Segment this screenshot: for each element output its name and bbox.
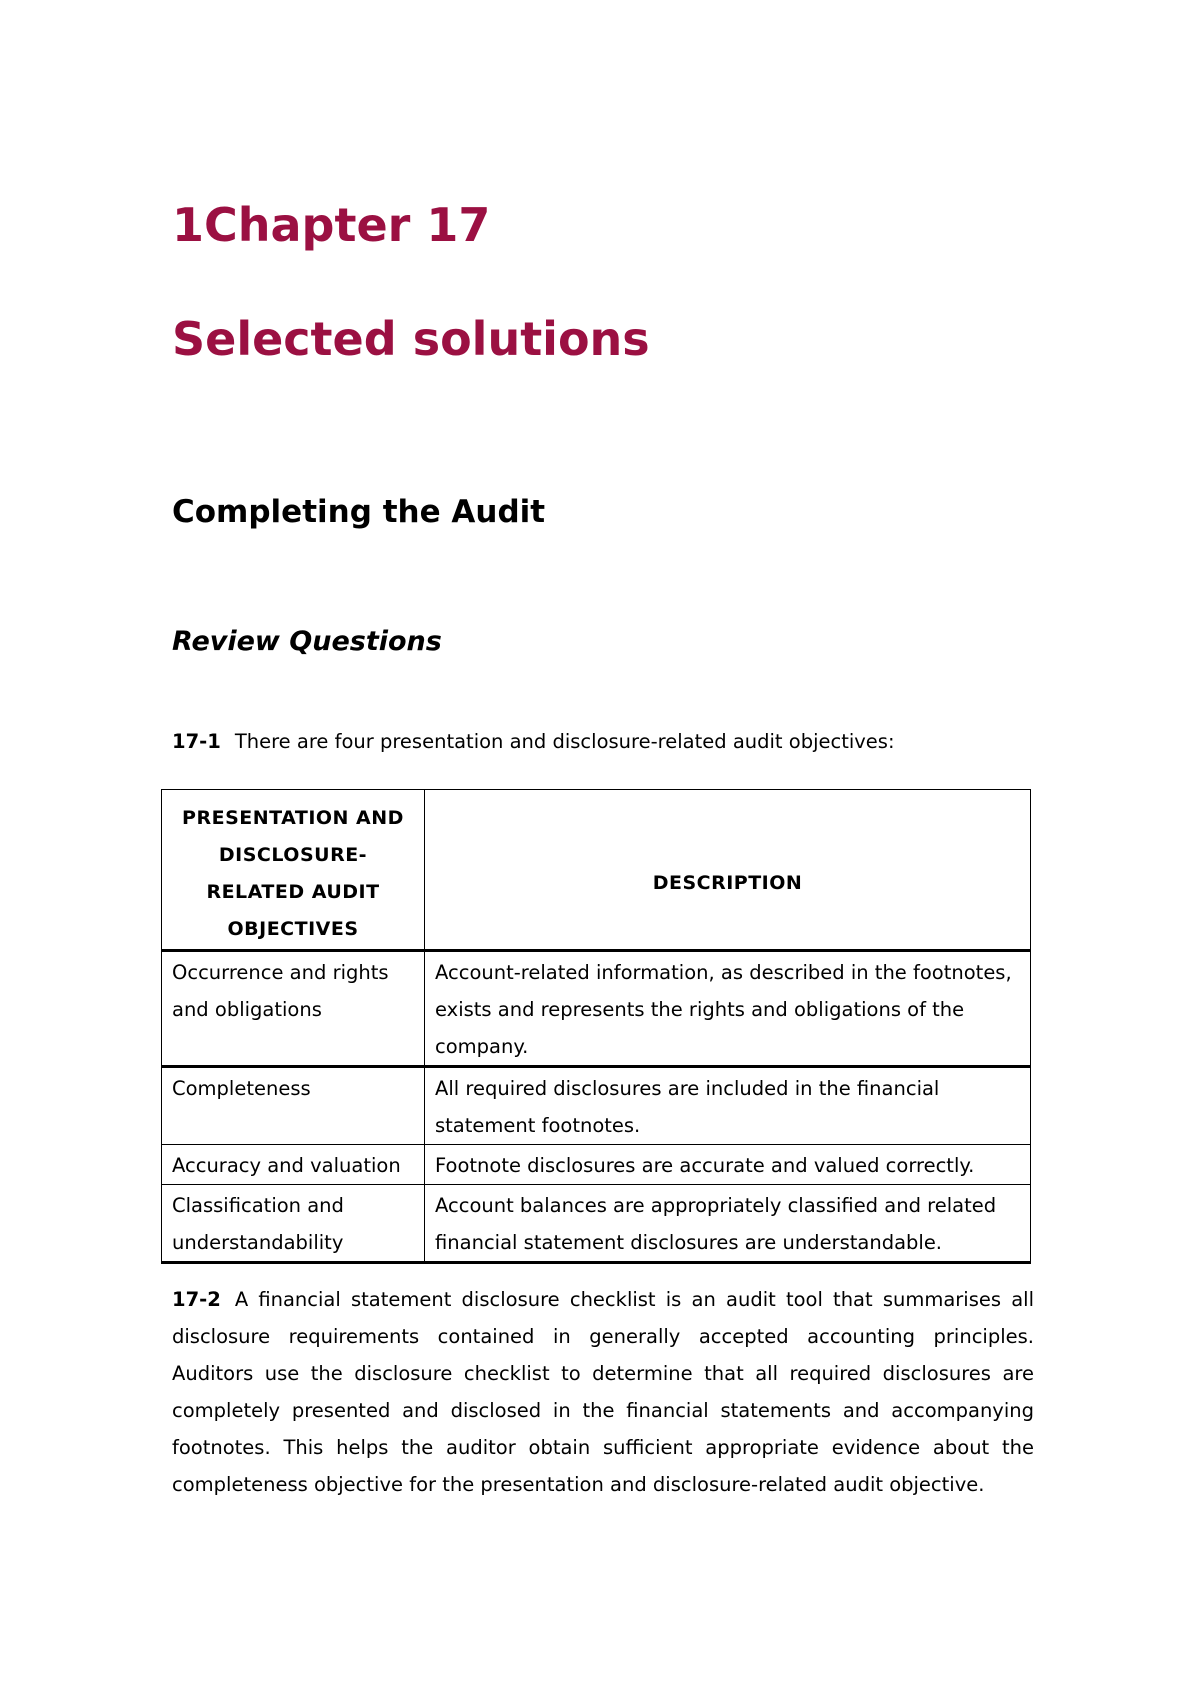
table-row: [162, 1145, 1031, 1185]
header-description: DESCRIPTION: [425, 790, 1031, 951]
objective-cell: Occurrence and rights and obligations: [162, 951, 425, 1067]
section-heading: Completing the Audit: [172, 494, 546, 530]
subsection-heading: Review Questions: [172, 626, 442, 657]
table-row: [162, 951, 1031, 1067]
description-cell: Account balances are appropriately classified and related financial statement disclosures are understandable.: [425, 1185, 1031, 1263]
question-text: There are four presentation and disclosure-related audit objectives:: [234, 730, 895, 753]
objective-cell: Classification and understandability: [162, 1185, 425, 1263]
description-cell: Footnote disclosures are accurate and valued correctly.: [425, 1145, 1031, 1185]
objective-cell: Completeness: [162, 1067, 425, 1145]
question-17-1: [172, 723, 895, 760]
objective-cell: Accuracy and valuation: [162, 1145, 425, 1185]
question-number: 17-1: [172, 730, 221, 753]
description-cell: All required disclosures are included in the financial statement footnotes.: [425, 1067, 1031, 1145]
header-objectives: PRESENTATION AND DISCLOSURE-RELATED AUDIT OBJECTIVES: [162, 790, 425, 951]
table-row: [162, 1185, 1031, 1263]
table-row: [162, 1067, 1031, 1145]
chapter-subtitle: Selected solutions: [172, 312, 650, 366]
description-cell: Account-related information, as described in the footnotes, exists and represents the rights and obligations of the company.: [425, 951, 1031, 1067]
question-17-2: [172, 1281, 1034, 1503]
chapter-title: 1Chapter 17: [172, 198, 491, 252]
objectives-table: [161, 789, 1031, 1264]
table-header-row: [162, 790, 1031, 951]
question-text: A financial statement disclosure checklist is an audit tool that summarises all disclosure requirements contained in generally accepted accounting principles. Auditors use the disclosure checklist to determine that all required disclosures are completely presented and disclosed in the financial statements and accompanying footnotes. This helps the auditor obtain sufficient appropriate evidence about the completeness objective for the presentation and disclosure-related audit objective.: [172, 1288, 1034, 1496]
question-number: 17-2: [172, 1288, 221, 1311]
